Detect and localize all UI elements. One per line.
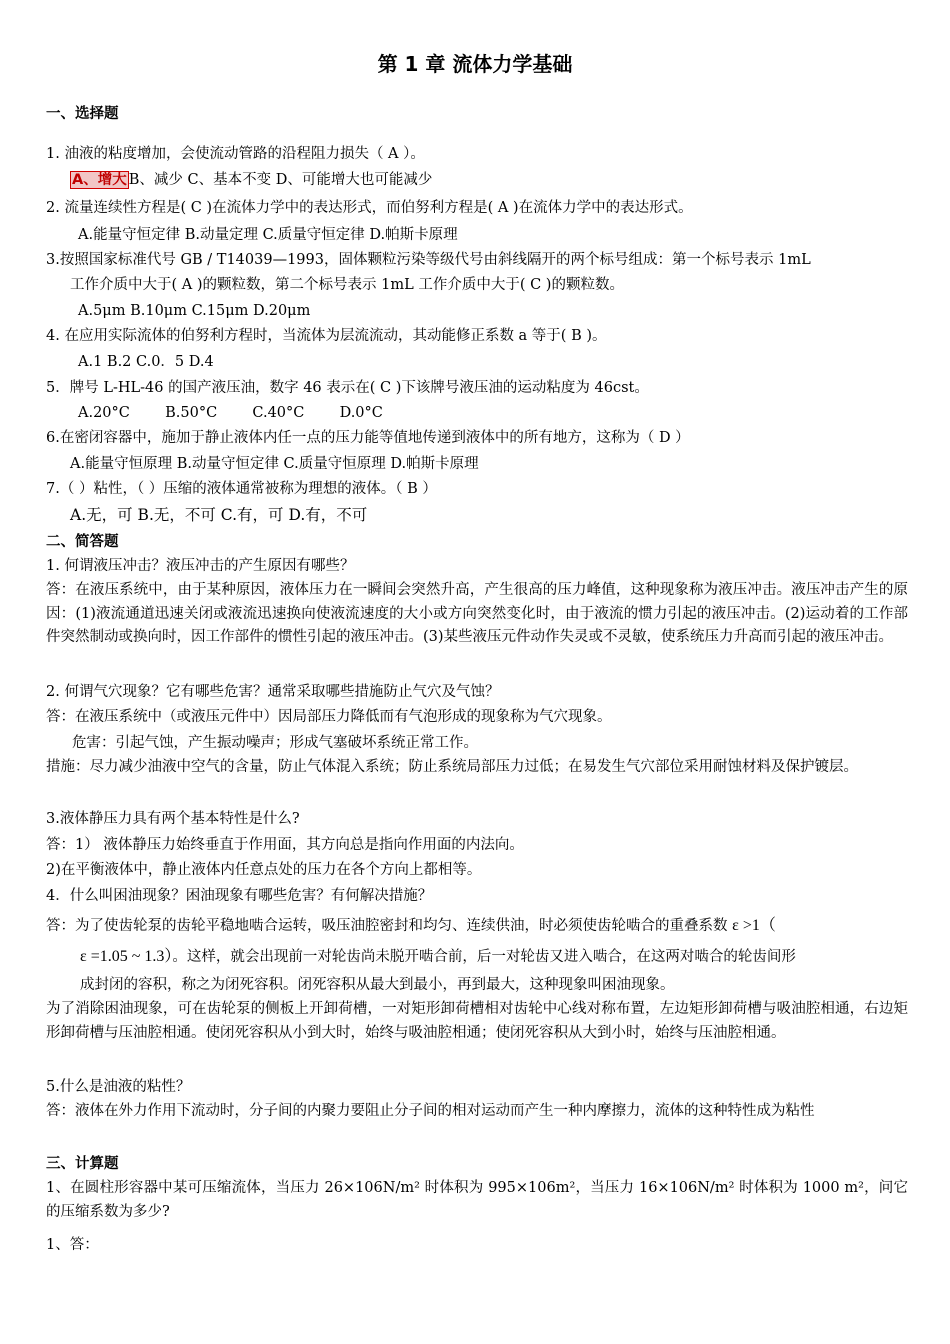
overlap-coefficient-formula: ε >1（ xyxy=(732,917,776,934)
question-1-options xyxy=(70,171,432,189)
question-2-options: A.能量守恒定律 B.动量定理 C.质量守恒定律 D.帕斯卡原理 xyxy=(78,227,458,243)
short-answer-2-harm: 危害：引起气蚀，产生振动噪声；形成气塞破坏系统正常工作。 xyxy=(72,735,478,751)
section-heading-choice: 一、选择题 xyxy=(46,106,119,122)
question-6: 6.在密闭容器中，施加于静止液体内任一点的压力能等值地传递到液体中的所有地方，这称为（ D ） xyxy=(46,430,690,446)
short-answer-2-measures: 措施：尽力减少油液中空气的含量，防止气体混入系统；防止系统局部压力过低；在易发生气穴部位采用耐蚀材料及保护镀层。 xyxy=(46,759,858,775)
question-4-options: A.1 B.2 C.0．5 D.4 xyxy=(78,354,214,370)
short-answer-4-text-1: 答：为了使齿轮泵的齿轮平稳地啮合运转，吸压油腔密封和均匀、连续供油，时必须使齿轮啮合的重叠系数 xyxy=(46,918,728,934)
short-answer-1: 答：在液压系统中，由于某种原因，液体压力在一瞬间会突然升高，产生很高的压力峰值，这种现象称为液压冲击。液压冲击产生的原因：(1)液流通道迅速关闭或液流迅速换向使液流速度的大小或方向突然变化时，由于液流的惯力引起的液压冲击。(2)运动着的工作部件突然制动或换向时，因工作部件的惯性引起的液压冲击。(3)某些液压元件动作失灵或不灵敏，使系统压力升高而引起的液压冲击。 xyxy=(46,582,908,645)
short-answer-3-line-2: 2)在平衡液体中，静止液体内任意点处的压力在各个方向上都相等。 xyxy=(46,862,482,878)
short-answer-4-solution: 为了消除困油现象，可在齿轮泵的侧板上开卸荷槽，一对矩形卸荷槽相对齿轮中心线对称布置，左边矩形卸荷槽与吸油腔相通，右边矩形卸荷槽与压油腔相通。使闭死容积从小到大时，始终与吸油腔相通；使闭死容积从大到小时，始终与压油腔相通。 xyxy=(46,1001,908,1041)
short-answer-4-line-3: 成封闭的容积，称之为闭死容积。闭死容积从最大到最小，再到最大，这种现象叫困油现象。 xyxy=(80,977,675,993)
question-5-options xyxy=(78,404,383,422)
short-answer-4-text-2: 。这样，就会出现前一对轮齿尚未脱开啮合前，后一对轮齿又进入啮合，在这两对啮合的轮齿间形 xyxy=(172,949,796,965)
chapter-title: 第 1 章 流体力学基础 xyxy=(377,52,573,76)
question-1: 1. 油液的粘度增加，会使流动管路的沿程阻力损失（ A ）。 xyxy=(46,146,425,162)
short-answer-4-line-1 xyxy=(46,917,776,935)
section-heading-short-answer: 二、简答题 xyxy=(46,534,119,550)
question-3-options: A.5μm B.10μm C.15μm D.20μm xyxy=(78,303,311,319)
question-1-options-rest: B、减少 C、基本不变 D、可能增大也可能减少 xyxy=(128,172,433,188)
short-question-3: 3.液体静压力具有两个基本特性是什么? xyxy=(46,811,300,827)
short-question-4: 4．什么叫困油现象？困油现象有哪些危害？有何解决措施？ xyxy=(46,888,433,904)
question-5-option-a: A.20°C xyxy=(78,405,130,421)
short-answer-2-line-1: 答：在液压系统中（或液压元件中）因局部压力降低而有气泡形成的现象称为气穴现象。 xyxy=(46,709,612,725)
short-question-5: 5.什么是油液的粘性？ xyxy=(46,1079,191,1095)
calc-question-1: 1、在圆柱形容器中某可压缩流体，当压力 26×106N/m² 时体积为 995×106m²，当压力 16×106N/m² 时体积为 1000 m²，问它的压缩系数为多少? xyxy=(46,1180,908,1220)
question-5-option-b: B.50°C xyxy=(165,405,218,421)
short-answer-3-line-1: 答：1） 液体静压力始终垂直于作用面，其方向总是指向作用面的内法向。 xyxy=(46,837,524,853)
question-6-options: A.能量守恒原理 B.动量守恒定律 C.质量守恒原理 D.帕斯卡原理 xyxy=(70,456,479,472)
short-answer-5: 答：液体在外力作用下流动时，分子间的内聚力要阻止分子间的相对运动而产生一种内摩擦力，流体的这种特性成为粘性 xyxy=(46,1103,815,1119)
calc-answer-1: 1、答： xyxy=(46,1237,99,1253)
section-heading-calculation: 三、计算题 xyxy=(46,1156,119,1172)
question-3-line-1: 3.按照国家标准代号 GB / T14039—1993，固体颗粒污染等级代号由斜线隔开的两个标号组成：第一个标号表示 1mL xyxy=(46,252,811,268)
overlap-coefficient-range: ε =1.05 ~ 1.3） xyxy=(80,948,173,965)
question-7: 7.（ ）粘性，（ ）压缩的液体通常被称为理想的液体。（ B ） xyxy=(46,481,437,497)
highlighted-answer: A、增大 xyxy=(72,172,127,188)
question-4: 4. 在应用实际流体的伯努利方程时，当流体为层流流动，其动能修正系数 a 等于( B )。 xyxy=(46,328,607,344)
short-answer-4-line-2 xyxy=(80,948,796,966)
question-5-option-d: D.0°C xyxy=(339,405,383,421)
question-5-option-c: C.40°C xyxy=(252,405,305,421)
question-5: 5．牌号 L-HL-46 的国产液压油，数字 46 表示在( C )下该牌号液压油的运动粘度为 46cst。 xyxy=(46,380,649,396)
question-2: 2. 流量连续性方程是( C )在流体力学中的表达形式，而伯努利方程是( A )在流体力学中的表达形式。 xyxy=(46,200,693,216)
short-question-2: 2. 何谓气穴现象？它有哪些危害？通常采取哪些措施防止气穴及气蚀？ xyxy=(46,684,500,700)
short-question-1: 1. 何谓液压冲击？液压冲击的产生原因有哪些？ xyxy=(46,558,355,574)
question-3-line-2: 工作介质中大于( A )的颗粒数，第二个标号表示 1mL 工作介质中大于( C )的颗粒数。 xyxy=(70,277,624,293)
question-7-options: A.无，可 B.无，不可 C.有，可 D.有，不可 xyxy=(70,506,368,524)
